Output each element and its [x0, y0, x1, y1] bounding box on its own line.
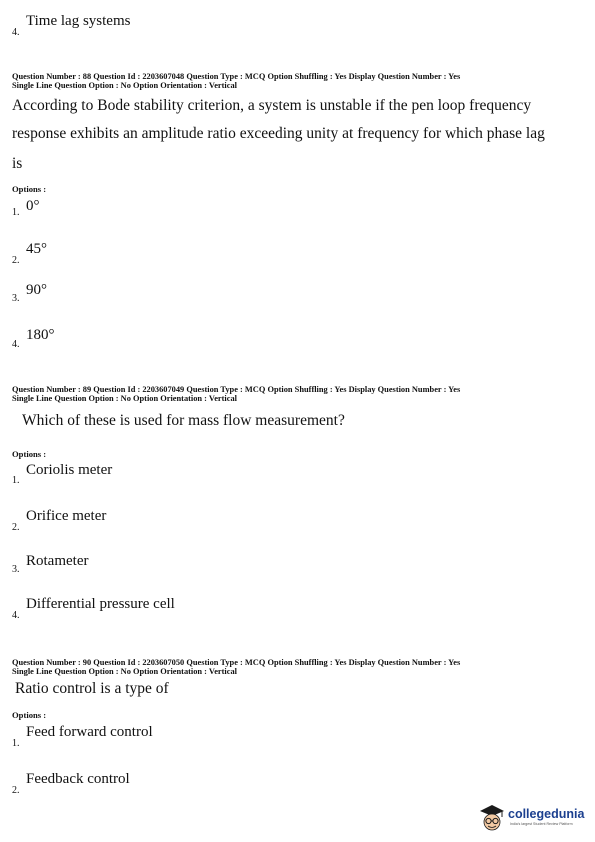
question-text-line: According to Bode stability criterion, a system is unstable if the pen loop frequency [12, 97, 532, 114]
option-text[interactable]: 45° [26, 241, 47, 257]
graduate-mascot-icon [478, 802, 506, 832]
option-text[interactable]: Rotameter [26, 553, 89, 569]
option-text[interactable]: Coriolis meter [26, 462, 113, 478]
option-number: 1. [12, 207, 20, 218]
question-text-line: is [12, 155, 23, 172]
option-text[interactable]: 180° [26, 327, 55, 343]
option-number: 2. [12, 522, 20, 533]
option-number: 2. [12, 785, 20, 796]
question-meta-line2: Single Line Question Option : No Option Orientation : Vertical [12, 81, 237, 90]
logo-name [508, 807, 584, 821]
logo-name-part: collegedunia [508, 807, 585, 821]
option-number: 4. [12, 27, 20, 38]
options-label: Options : [12, 449, 47, 459]
option-number: 1. [12, 738, 20, 749]
option-text[interactable]: 90° [26, 282, 47, 298]
option-number: 3. [12, 564, 20, 575]
option-number: 4. [12, 610, 20, 621]
option-number: 2. [12, 255, 20, 266]
question-text-line: response exhibits an amplitude ratio exceeding unity at frequency for which phase lag [12, 125, 545, 142]
question-text-line: Which of these is used for mass flow measurement? [22, 412, 345, 429]
question-meta-line1: Question Number : 89 Question Id : 2203607049 Question Type : MCQ Option Shuffling : Yes Display Question Number : Yes [12, 385, 461, 394]
option-number: 4. [12, 339, 20, 350]
option-text[interactable]: Differential pressure cell [26, 596, 175, 612]
option-text[interactable]: Orifice meter [26, 508, 107, 524]
options-label: Options : [12, 710, 47, 720]
question-meta-line1: Question Number : 88 Question Id : 2203607048 Question Type : MCQ Option Shuffling : Yes Display Question Number : Yes [12, 72, 461, 81]
option-text: Time lag systems [26, 13, 131, 29]
question-meta-line2: Single Line Question Option : No Option Orientation : Vertical [12, 394, 237, 403]
option-text[interactable]: Feedback control [26, 771, 130, 787]
collegedunia-logo [478, 802, 590, 834]
option-number: 1. [12, 475, 20, 486]
logo-tagline: India's largest Student Review Platform [510, 822, 573, 826]
options-label: Options : [12, 184, 47, 194]
question-text-line: Ratio control is a type of [15, 680, 169, 697]
option-text[interactable]: Feed forward control [26, 724, 153, 740]
option-text[interactable]: 0° [26, 198, 40, 214]
question-meta-line1: Question Number : 90 Question Id : 2203607050 Question Type : MCQ Option Shuffling : Yes Display Question Number : Yes [12, 658, 461, 667]
option-number: 3. [12, 293, 20, 304]
question-meta-line2: Single Line Question Option : No Option Orientation : Vertical [12, 667, 237, 676]
